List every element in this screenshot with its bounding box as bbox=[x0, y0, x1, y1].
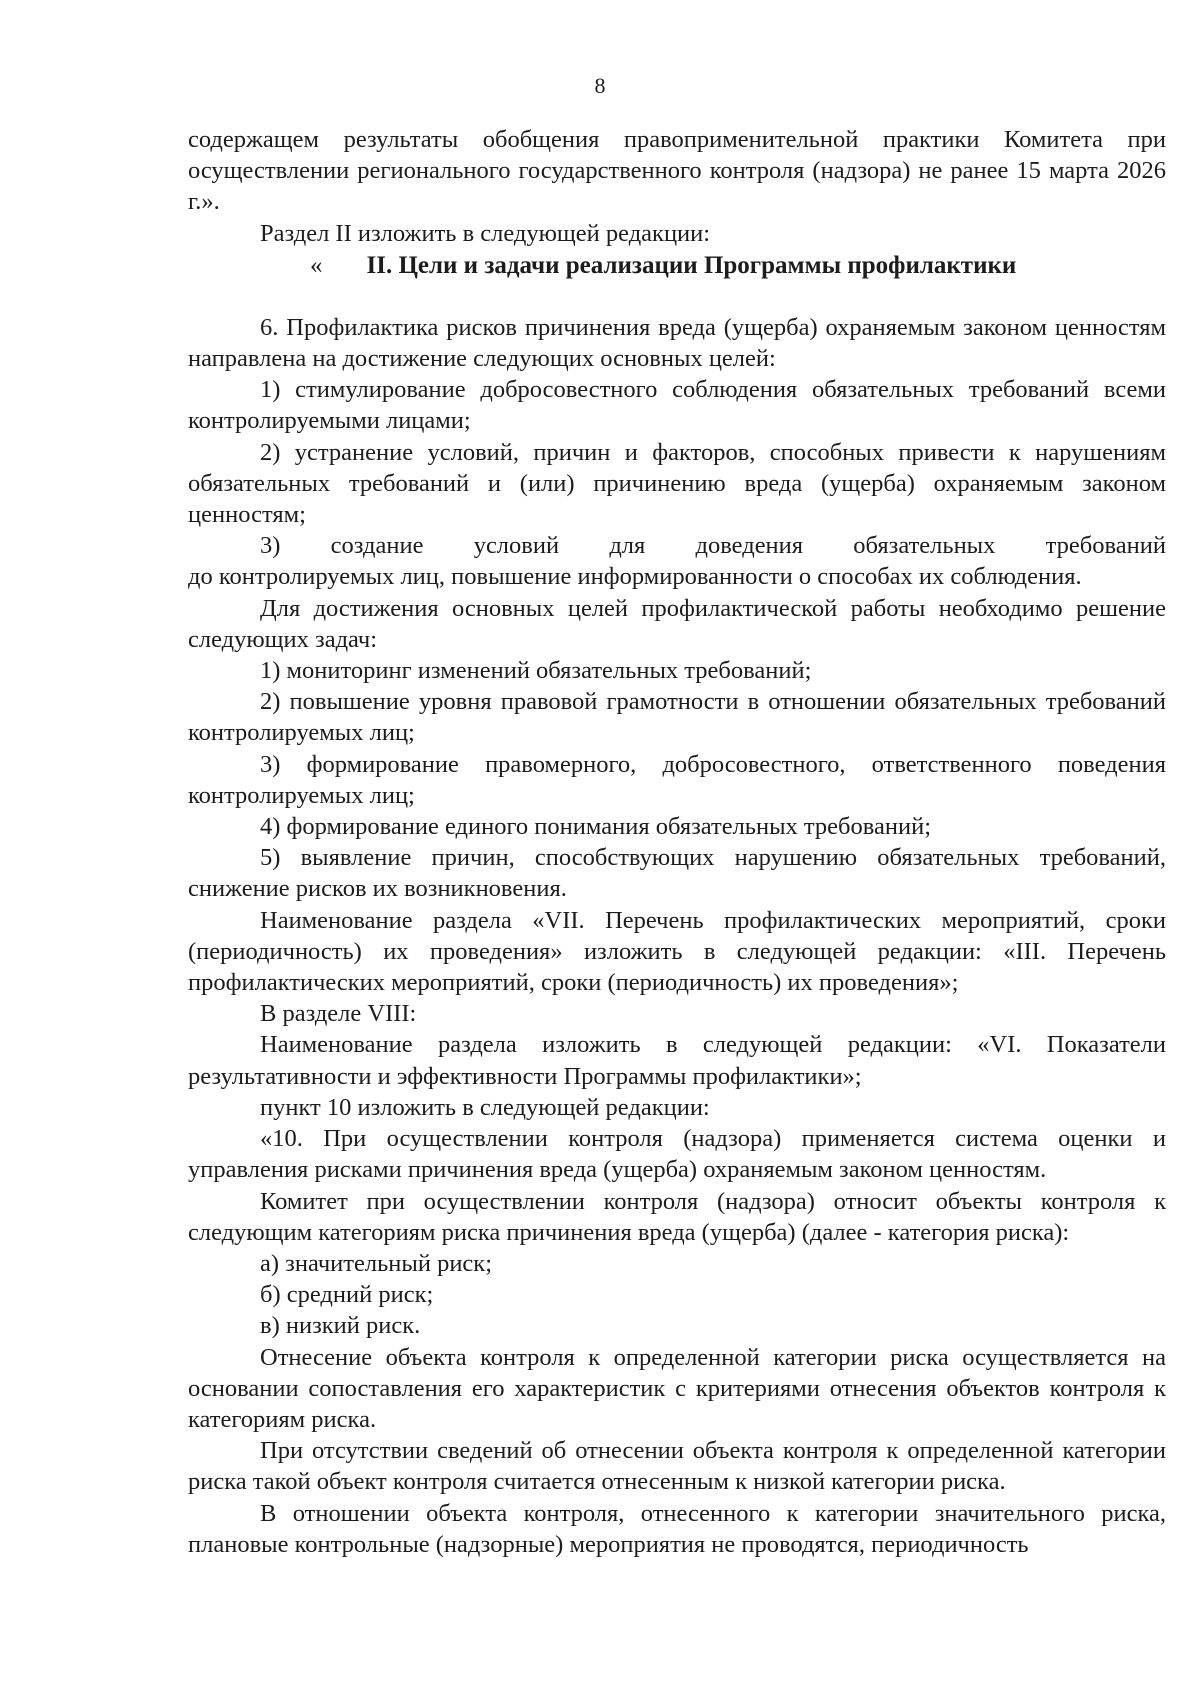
list-item-continuation: до контролируемых лиц, повышение информированности о способах их соблюдения. bbox=[188, 563, 1082, 591]
word: обязательных bbox=[853, 532, 996, 560]
paragraph: Комитет при осуществлении контроля (надзора) относит объекты контроля к следующим категориям риска причинения вреда (ущерба) (далее - категория риска): bbox=[188, 1187, 1166, 1246]
paragraph: «10. При осуществлении контроля (надзора) применяется система оценки и управления рисками причинения вреда (ущерба) охраняемым законом ценностям. bbox=[188, 1125, 1166, 1184]
list-item: 4) формирование единого понимания обязательных требований; bbox=[260, 813, 932, 841]
paragraph: При отсутствии сведений об отнесении объекта контроля к определенной категории риска такой объект контроля считается отнесенным к низкой категории риска. bbox=[188, 1437, 1166, 1496]
list-item: б) средний риск; bbox=[260, 1281, 434, 1309]
list-item: 2) повышение уровня правовой грамотности в отношении обязательных требований контролируемых лиц; bbox=[188, 688, 1166, 747]
word: доведения bbox=[695, 532, 804, 560]
paragraph: Отнесение объекта контроля к определенной категории риска осуществляется на основании сопоставления его характеристик с критериями отнесения объектов контроля к категориям риска. bbox=[188, 1343, 1166, 1433]
list-item: 5) выявление причин, способствующих нарушению обязательных требований, снижение рисков их возникновения. bbox=[188, 844, 1166, 903]
list-item: а) значительный риск; bbox=[260, 1249, 493, 1277]
paragraph: Наименование раздела изложить в следующей редакции: «VI. Показатели результативности и эффективности Программы профилактики»; bbox=[188, 1031, 1166, 1090]
paragraph: Наименование раздела «VII. Перечень профилактических мероприятий, сроки (периодичность) их проведения» изложить в следующей редакции: «III. Перечень профилактических мероприятий, сроки (периодичность) их проведения»; bbox=[188, 906, 1166, 997]
paragraph: пункт 10 изложить в следующей редакции: bbox=[260, 1093, 710, 1121]
word: 3) bbox=[260, 532, 281, 560]
word: создание bbox=[330, 532, 424, 560]
heading-quote-mark: « bbox=[310, 251, 323, 279]
document-body bbox=[188, 124, 1166, 1560]
list-item: в) низкий риск. bbox=[260, 1312, 421, 1340]
paragraph: содержащем результаты обобщения правоприменительной практики Комитета при осуществлении регионального государственного контроля (надзора) не ранее 15 марта 2026 г.». bbox=[188, 126, 1166, 216]
page-number: 8 bbox=[594, 73, 606, 98]
paragraph: В разделе VIII: bbox=[260, 1000, 417, 1028]
list-item: 3) формирование правомерного, добросовестного, ответственного поведения контролируемых лиц; bbox=[188, 750, 1166, 809]
paragraph: 6. Профилактика рисков причинения вреда (ущерба) охраняемым законом ценностям направлена на достижение следующих основных целей: bbox=[188, 313, 1166, 373]
list-item: 1) мониторинг изменений обязательных требований; bbox=[260, 657, 812, 685]
word: для bbox=[609, 532, 646, 560]
section-heading bbox=[188, 249, 1166, 283]
heading-text: II. Цели и задачи реализации Программы профилактики bbox=[366, 251, 1017, 279]
word: условий bbox=[473, 532, 560, 560]
paragraph: В отношении объекта контроля, отнесенного к категории значительного риска, плановые контрольные (надзорные) мероприятия не проводятся, периодичность bbox=[188, 1499, 1166, 1558]
paragraph: Раздел II изложить в следующей редакции: bbox=[260, 219, 711, 247]
word: требований bbox=[1045, 532, 1166, 560]
paragraph: Для достижения основных целей профилактической работы необходимо решение следующих задач: bbox=[188, 594, 1166, 653]
list-item: 2) устранение условий, причин и факторов, способных привести к нарушениям обязательных требований и (или) причинению вреда (ущерба) охраняемым законом ценностям; bbox=[188, 438, 1166, 529]
list-item-spread-line bbox=[188, 530, 1166, 561]
list-item: 1) стимулирование добросовестного соблюдения обязательных требований всеми контролируемыми лицами; bbox=[188, 376, 1166, 435]
